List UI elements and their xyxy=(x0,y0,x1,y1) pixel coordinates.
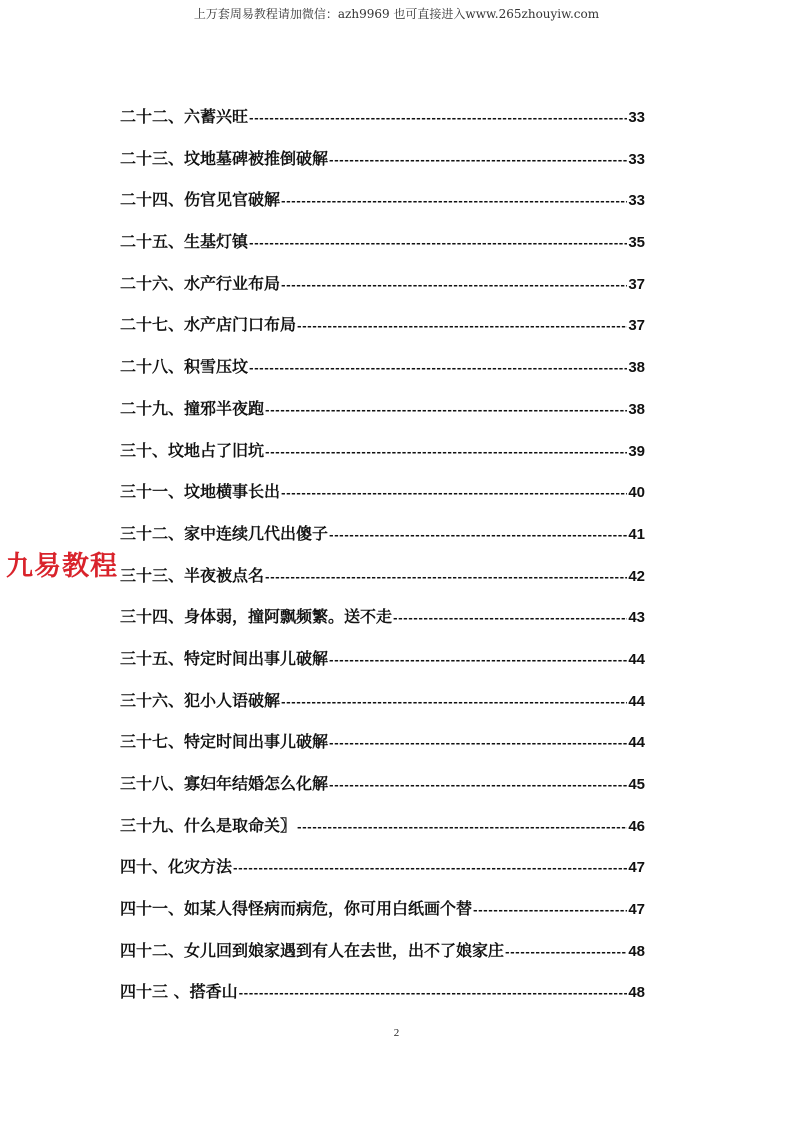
toc-entry-page: 48 xyxy=(628,984,645,1002)
toc-entry-page: 48 xyxy=(628,942,645,960)
toc-dot-leader xyxy=(239,987,628,1000)
toc-entry xyxy=(120,729,645,771)
toc-entry-page: 44 xyxy=(628,650,645,668)
toc-entry xyxy=(120,271,645,313)
page-number: 2 xyxy=(393,1027,400,1039)
toc-dot-leader xyxy=(329,154,627,167)
toc-entry-title: 四十三 、搭香山 xyxy=(120,982,238,1002)
toc-entry-page: 40 xyxy=(628,484,645,502)
toc-dot-leader xyxy=(249,362,627,375)
toc-entry xyxy=(120,896,645,938)
toc-entry-title: 三十四、身体弱，撞阿飘频繁。送不走 xyxy=(120,607,393,627)
toc-entry xyxy=(120,187,645,229)
toc-dot-leader xyxy=(249,112,627,125)
toc-entry-title: 二十九、撞邪半夜跑 xyxy=(120,398,265,418)
toc-entry-title: 二十五、生基灯镇 xyxy=(120,232,249,252)
toc-entry-page: 44 xyxy=(628,692,645,710)
toc-entry-page: 39 xyxy=(628,442,645,460)
toc-entry-page: 33 xyxy=(628,150,645,168)
toc-entry xyxy=(120,688,645,730)
toc-entry xyxy=(120,396,645,438)
toc-dot-leader xyxy=(473,904,627,917)
toc-dot-leader xyxy=(281,487,627,500)
toc-entry-title: 二十四、伤官见官破解 xyxy=(120,190,281,210)
toc-dot-leader xyxy=(233,862,627,875)
toc-entry xyxy=(120,229,645,271)
toc-entry xyxy=(120,938,645,980)
toc-dot-leader xyxy=(329,779,627,792)
toc-entry-title: 三十三、半夜被点名 xyxy=(120,565,265,585)
toc-entry-page: 33 xyxy=(628,192,645,210)
toc-entry-title: 二十六、水产行业布局 xyxy=(120,273,281,293)
toc-dot-leader xyxy=(249,237,627,250)
toc-entry xyxy=(120,479,645,521)
toc-entry-title: 三十二、家中连续几代出傻子 xyxy=(120,523,329,543)
toc-entry-page: 38 xyxy=(628,400,645,418)
toc-entry xyxy=(120,854,645,896)
toc-entry xyxy=(120,604,645,646)
toc-entry-page: 38 xyxy=(628,359,645,377)
toc-entry-page: 47 xyxy=(628,859,645,877)
toc-entry xyxy=(120,146,645,188)
toc-entry-title: 三十七、特定时间出事儿破解 xyxy=(120,732,329,752)
toc-dot-leader xyxy=(265,446,627,459)
toc-entry-page: 37 xyxy=(628,275,645,293)
toc-entry-title: 二十七、水产店门口布局 xyxy=(120,315,297,335)
toc-dot-leader xyxy=(265,404,627,417)
toc-entry xyxy=(120,979,645,1021)
toc-entry-title: 三十、坟地占了旧坑 xyxy=(120,440,265,460)
toc-entry-title: 四十一、如某人得怪病而病危，你可用白纸画个替 xyxy=(120,899,473,919)
toc-entry-title: 三十一、坟地横事长出 xyxy=(120,482,281,502)
toc-entry-page: 33 xyxy=(628,109,645,126)
table-of-contents xyxy=(120,104,645,1021)
toc-entry xyxy=(120,813,645,855)
toc-dot-leader xyxy=(505,946,627,959)
toc-entry xyxy=(120,354,645,396)
toc-dot-leader xyxy=(329,654,627,667)
toc-dot-leader xyxy=(281,696,627,709)
toc-entry-title: 三十六、犯小人语破解 xyxy=(120,690,281,710)
toc-dot-leader xyxy=(265,571,627,584)
toc-entry-page: 44 xyxy=(628,734,645,752)
toc-entry-page: 47 xyxy=(628,901,645,919)
toc-entry xyxy=(120,646,645,688)
toc-entry-title: 四十、化灾方法 xyxy=(120,857,233,877)
toc-entry-title: 四十二、女儿回到娘家遇到有人在去世，出不了娘家庄 xyxy=(120,940,505,960)
watermark-logo: 九易教程 xyxy=(6,551,118,582)
toc-dot-leader xyxy=(297,821,627,834)
toc-dot-leader xyxy=(297,320,627,333)
toc-entry xyxy=(120,521,645,563)
toc-dot-leader xyxy=(329,737,627,750)
toc-entry-page: 41 xyxy=(628,525,645,543)
toc-entry-title: 二十三、坟地墓碑被推倒破解 xyxy=(120,148,329,168)
toc-entry xyxy=(120,312,645,354)
toc-dot-leader xyxy=(281,195,627,208)
toc-entry-page: 42 xyxy=(628,567,645,585)
page-header-banner: 上万套周易教程请加微信：azh9969 也可直接进入www.265zhouyiw.com xyxy=(193,7,600,21)
toc-entry-page: 35 xyxy=(628,234,645,252)
toc-dot-leader xyxy=(329,529,627,542)
toc-dot-leader xyxy=(281,279,627,292)
toc-entry-title: 二十二、六蓄兴旺 xyxy=(120,107,249,126)
toc-entry-page: 45 xyxy=(628,776,645,793)
toc-entry-page: 37 xyxy=(628,317,645,335)
toc-entry-page: 43 xyxy=(628,609,645,627)
toc-entry-page: 46 xyxy=(628,817,645,835)
toc-entry xyxy=(120,438,645,480)
toc-entry xyxy=(120,771,645,813)
toc-entry-title: 三十九、什么是取命关〗 xyxy=(120,815,297,835)
toc-entry xyxy=(120,563,645,605)
toc-entry xyxy=(120,104,645,146)
toc-entry-title: 三十八、寡妇年结婚怎么化解 xyxy=(120,774,329,793)
toc-dot-leader xyxy=(393,612,627,625)
toc-entry-title: 二十八、积雪压坟 xyxy=(120,357,249,377)
toc-entry-title: 三十五、特定时间出事儿破解 xyxy=(120,648,329,668)
